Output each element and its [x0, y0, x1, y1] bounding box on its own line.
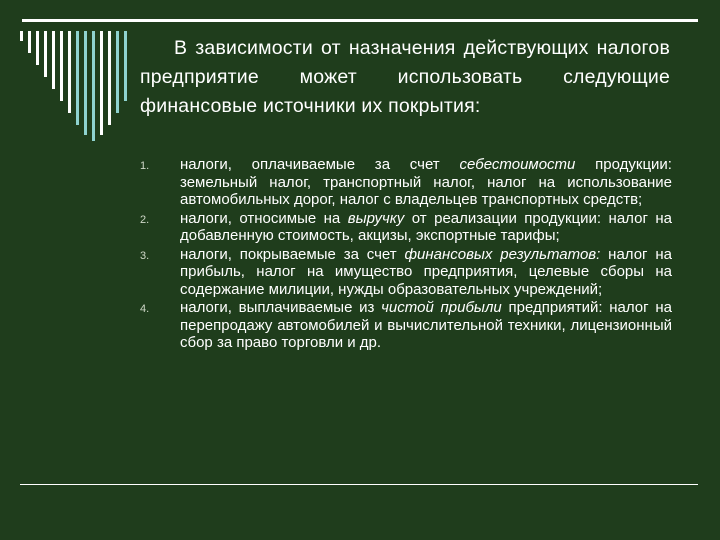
decor-bar — [44, 31, 47, 77]
item-text: налоги, выплачиваемые из — [180, 299, 382, 316]
list-item — [140, 299, 672, 352]
list-item — [140, 210, 672, 245]
item-text: налоги, оплачиваемые за счет — [180, 156, 460, 173]
decor-bar — [60, 31, 63, 101]
decor-bar — [92, 31, 95, 141]
item-emphasis: финансовых результатов: — [404, 245, 601, 263]
decor-bar — [116, 31, 119, 113]
decor-bar — [124, 31, 127, 101]
decor-bar — [20, 31, 23, 41]
decor-bar — [76, 31, 79, 125]
decor-bar — [84, 31, 87, 135]
item-text: предприятий: налог на перепродажу автомобилей и вычислительной техники, лицензионный сбор за право торговли и др. — [180, 299, 672, 351]
item-text: налоги, относимые на — [180, 209, 348, 227]
item-number: 3. — [140, 249, 150, 262]
item-emphasis: выручку — [347, 209, 405, 227]
decor-bar — [108, 31, 111, 125]
bottom-divider — [20, 484, 698, 485]
decor-bar — [28, 31, 31, 53]
item-emphasis: себестоимости — [459, 156, 576, 173]
item-text: налоги, покрываемые за счет — [180, 245, 405, 263]
decor-bar — [36, 31, 39, 65]
top-divider — [22, 19, 698, 22]
item-emphasis: чистой прибыли — [381, 299, 502, 316]
item-number: 2. — [140, 213, 150, 226]
item-number: 4. — [140, 303, 150, 315]
list-item — [140, 246, 672, 299]
item-text: налог на прибыль, налог на имущество предприятия, целевые сборы на содержание милиции, нужды образовательных учреждений; — [180, 245, 672, 298]
intro-text: В зависимости от назначения действующих налогов предприятие может использовать следующие финансовые источники их покрытия: — [140, 37, 670, 117]
decor-bar — [100, 31, 103, 135]
item-number: 1. — [140, 160, 150, 172]
decor-bar — [68, 31, 71, 113]
item-text: продукции: земельный налог, транспортный налог, налог на использование автомобильных дорог, налог с владельцев транспортных средств; — [180, 156, 672, 208]
item-text: от реализации продукции: налог на добавленную стоимость, акцизы, экспортные тарифы; — [180, 209, 672, 244]
tax-sources-list — [140, 156, 672, 353]
list-item — [140, 156, 672, 209]
decor-bar — [52, 31, 55, 89]
intro-paragraph — [140, 34, 670, 121]
